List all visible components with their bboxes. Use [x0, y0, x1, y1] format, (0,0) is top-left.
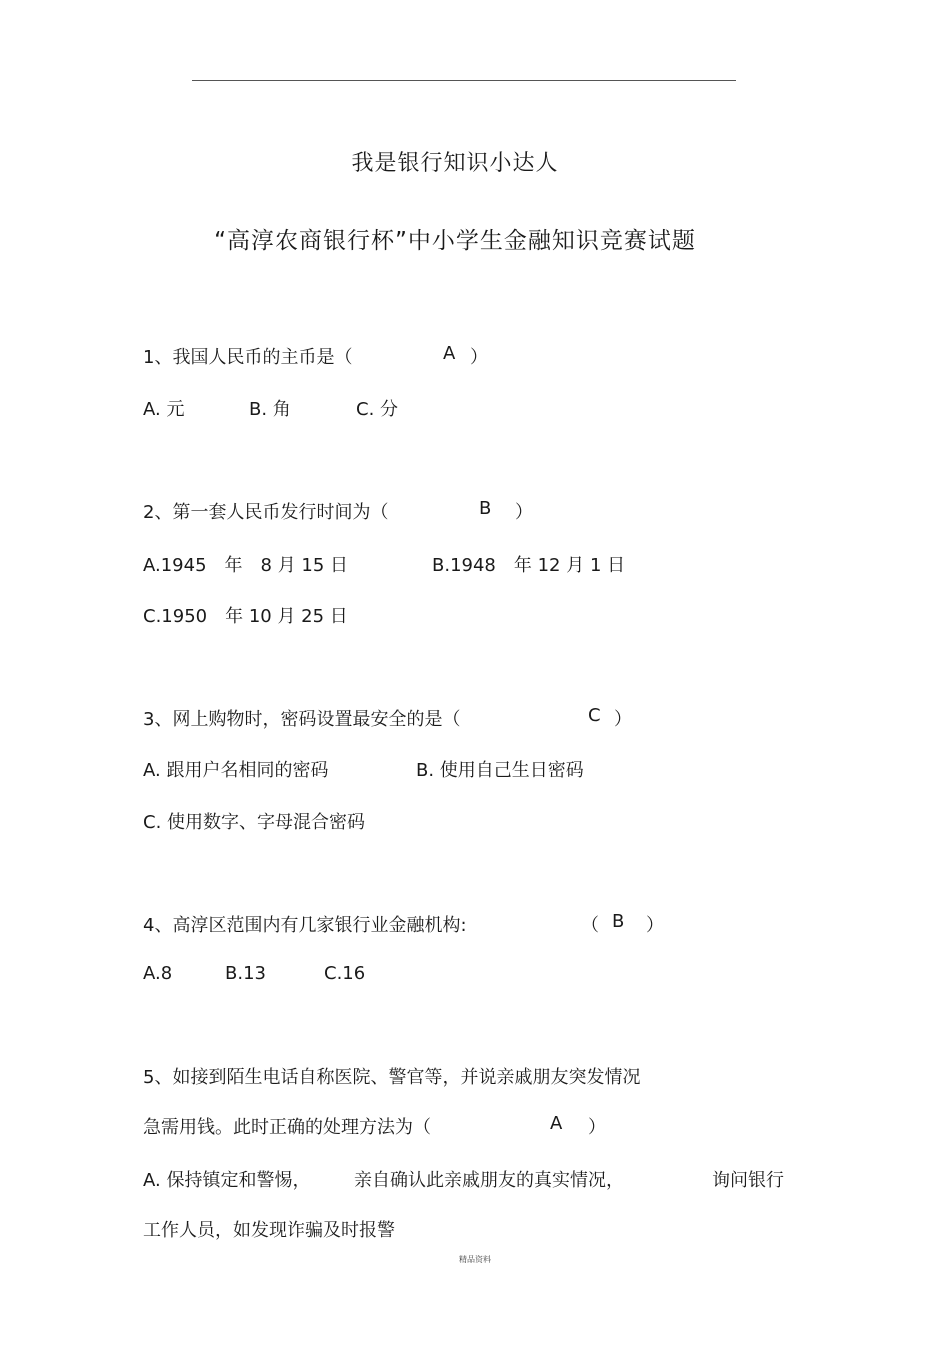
question-1-option-b: B. 角: [249, 399, 291, 420]
question-5-close: ）: [588, 1117, 606, 1138]
question-5-option-a-part-1: A. 保持镇定和警惕，: [143, 1170, 311, 1191]
question-1-option-a: A. 元: [143, 399, 185, 420]
question-5-option-a-part-2: 亲自确认此亲戚朋友的真实情况，: [354, 1170, 624, 1191]
top-rule: [192, 80, 736, 81]
question-1-option-c: C. 分: [356, 399, 399, 420]
question-5-stem-line-1: 5、如接到陌生电话自称医院、警官等，并说亲戚朋友突发情况: [143, 1067, 641, 1088]
page-title: 我是银行知识小达人: [351, 151, 559, 176]
question-4-option-c: C.16: [324, 963, 366, 984]
question-5-answer: A: [550, 1113, 563, 1134]
question-3-close: ）: [614, 709, 632, 730]
question-2-option-a: A.1945 年 8 月 15 日: [143, 555, 349, 576]
question-4-answer: B: [612, 911, 625, 932]
page-subtitle: “高淳农商银行杯”中小学生金融知识竞赛试题: [214, 228, 696, 254]
question-5-option-a-part-3: 询问银行: [712, 1170, 784, 1191]
question-3-option-b: B. 使用自己生日密码: [416, 760, 584, 781]
question-2-option-c: C.1950 年 10 月 25 日: [143, 606, 348, 627]
question-4-close: ）: [646, 915, 664, 936]
question-1-close: ）: [470, 347, 488, 368]
question-3-option-a: A. 跟用户名相同的密码: [143, 760, 329, 781]
question-2-stem: 2、第一套人民币发行时间为（: [143, 502, 389, 523]
question-4-option-b: B.13: [225, 963, 266, 984]
page-footer: 精品资料: [459, 1255, 491, 1264]
question-4-option-a: A.8: [143, 963, 173, 984]
question-3-answer: C: [588, 705, 601, 726]
question-1-stem: 1、我国人民币的主币是（: [143, 347, 353, 368]
question-2-close: ）: [515, 502, 533, 523]
question-5-stem-line-2: 急需用钱。此时正确的处理方法为（: [143, 1117, 431, 1138]
question-3-option-c: C. 使用数字、字母混合密码: [143, 812, 366, 833]
question-2-answer: B: [479, 498, 492, 519]
question-3-stem: 3、网上购物时，密码设置最安全的是（: [143, 709, 461, 730]
question-4-stem: 4、高淳区范围内有几家银行业金融机构:: [143, 915, 467, 936]
question-4-open: （: [581, 915, 599, 936]
question-5-option-a-line-2: 工作人员，如发现诈骗及时报警: [143, 1220, 395, 1241]
question-1-answer: A: [443, 343, 456, 364]
question-2-option-b: B.1948 年 12 月 1 日: [432, 555, 626, 576]
